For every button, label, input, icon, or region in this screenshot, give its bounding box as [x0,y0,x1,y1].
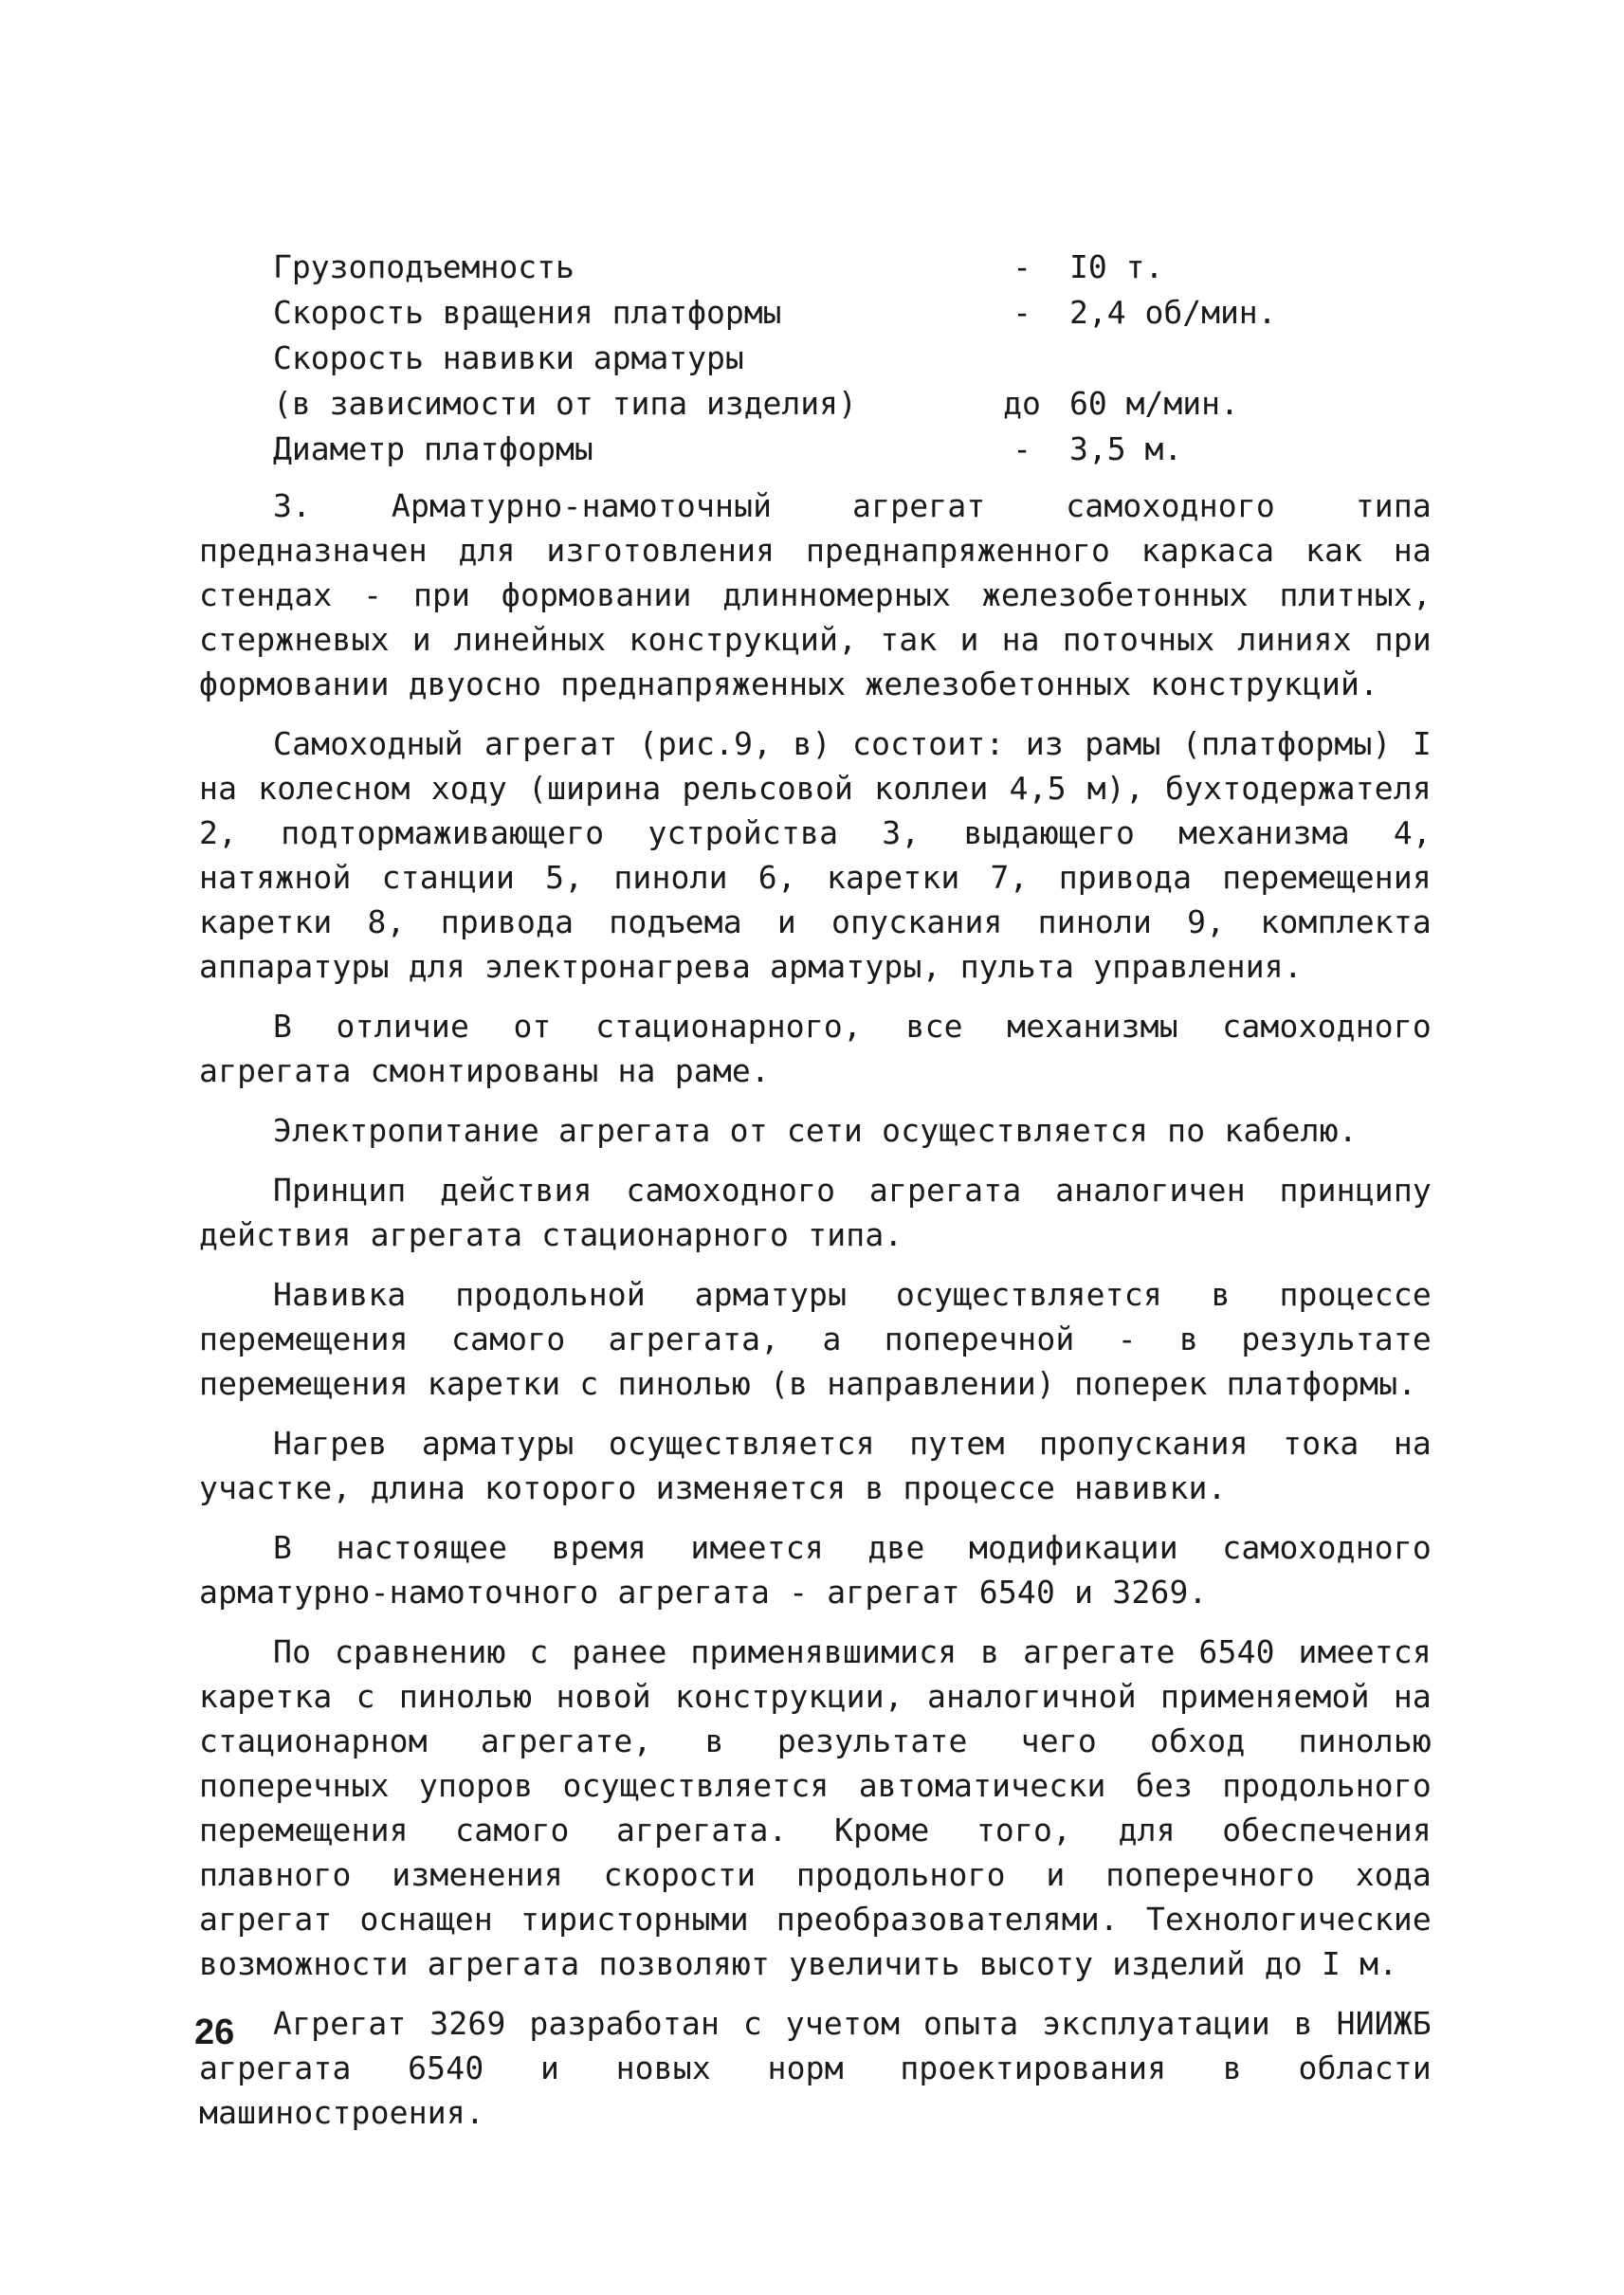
spec-row [273,245,1363,290]
spec-label: Скорость вращения платформы [273,294,782,331]
paragraph: Навивка продольной арматуры осуществляется в процессе перемещения самого агрегата, а поперечной - в результате перемещения каретки с пинолью (в направлении) поперек платформы. [199,1276,1432,1402]
paragraph: Принцип действия самоходного агрегата аналогичен принципу действия агрегата стационарного типа. [199,1172,1432,1253]
spec-row [273,290,1363,336]
spec-separator: - [1013,248,1031,285]
paragraph: Самоходный агрегат (рис.9, в) состоит: из рамы (платформы) I на колесном ходу (ширина рельсовой коллеи 4,5 м), бухтодержателя 2, подтормаживающего устройства 3, выдающего механизма 4, натяжной станции 5, пиноли 6, каретки 7, привода перемещения каретки 8, привода подъема и опускания пиноли 9, комплекта аппаратуры для электронагрева арматуры, пульта управления. [199,725,1432,985]
spec-label: Скорость навивки арматуры [273,339,744,376]
spec-label: (в зависимости от типа изделия) [273,385,857,422]
spec-row [273,427,1363,472]
paragraph: Агрегат 3269 разработан с учетом опыта эксплуатации в НИИЖБ агрегата 6540 и новых норм проектирования в области машиностроения. [199,2005,1432,2131]
spec-value: 3,5 м. [1069,430,1183,467]
spec-row [273,381,1363,427]
paragraph: Электропитание агрегата от сети осуществляется по кабелю. [273,1112,1358,1149]
spec-value: 2,4 об/мин. [1069,294,1277,331]
specifications-list [273,245,1363,472]
spec-label: Диаметр платформы [273,430,593,467]
paragraph: В отличие от стационарного, все механизмы самоходного агрегата смонтированы на раме. [199,1008,1432,1089]
spec-separator: до [1003,385,1041,422]
paragraph: В настоящее время имеется две модификации самоходного арматурно-намоточного агрегата - агрегат 6540 и 3269. [199,1529,1432,1611]
paragraph: 3. Арматурно-намоточный агрегат самоходного типа предназначен для изготовления преднапряженного каркаса как на стендах - при формовании длинномерных железобетонных плитных, стержневых и линейных конструкций, так и на поточных линиях при формовании двуосно преднапряженных железобетонных конструкций. [199,487,1432,702]
spec-row [273,336,1363,381]
body-text [199,483,1432,2150]
page-number: 26 [194,2013,235,2052]
spec-separator: - [1013,430,1031,467]
spec-separator: - [1013,294,1031,331]
spec-value: I0 т. [1069,248,1164,285]
paragraph: По сравнению с ранее применявшимися в агрегате 6540 имеется каретка с пинолью новой конструкции, аналогичной применяемой на стационарном агрегате, в результате чего обход пинолью поперечных упоров осуществляется автоматически без продольного перемещения самого агрегата. Кроме того, для обеспечения плавного изменения скорости продольного и поперечного хода агрегат оснащен тиристорными преобразователями. Технологические возможности агрегата позволяют увеличить высоту изделий до I м. [199,1633,1432,1982]
paragraph: Нагрев арматуры осуществляется путем пропускания тока на участке, длина которого изменяется в процессе навивки. [199,1425,1432,1506]
spec-value: 60 м/мин. [1069,385,1239,422]
spec-label: Грузоподъемность [273,248,575,285]
